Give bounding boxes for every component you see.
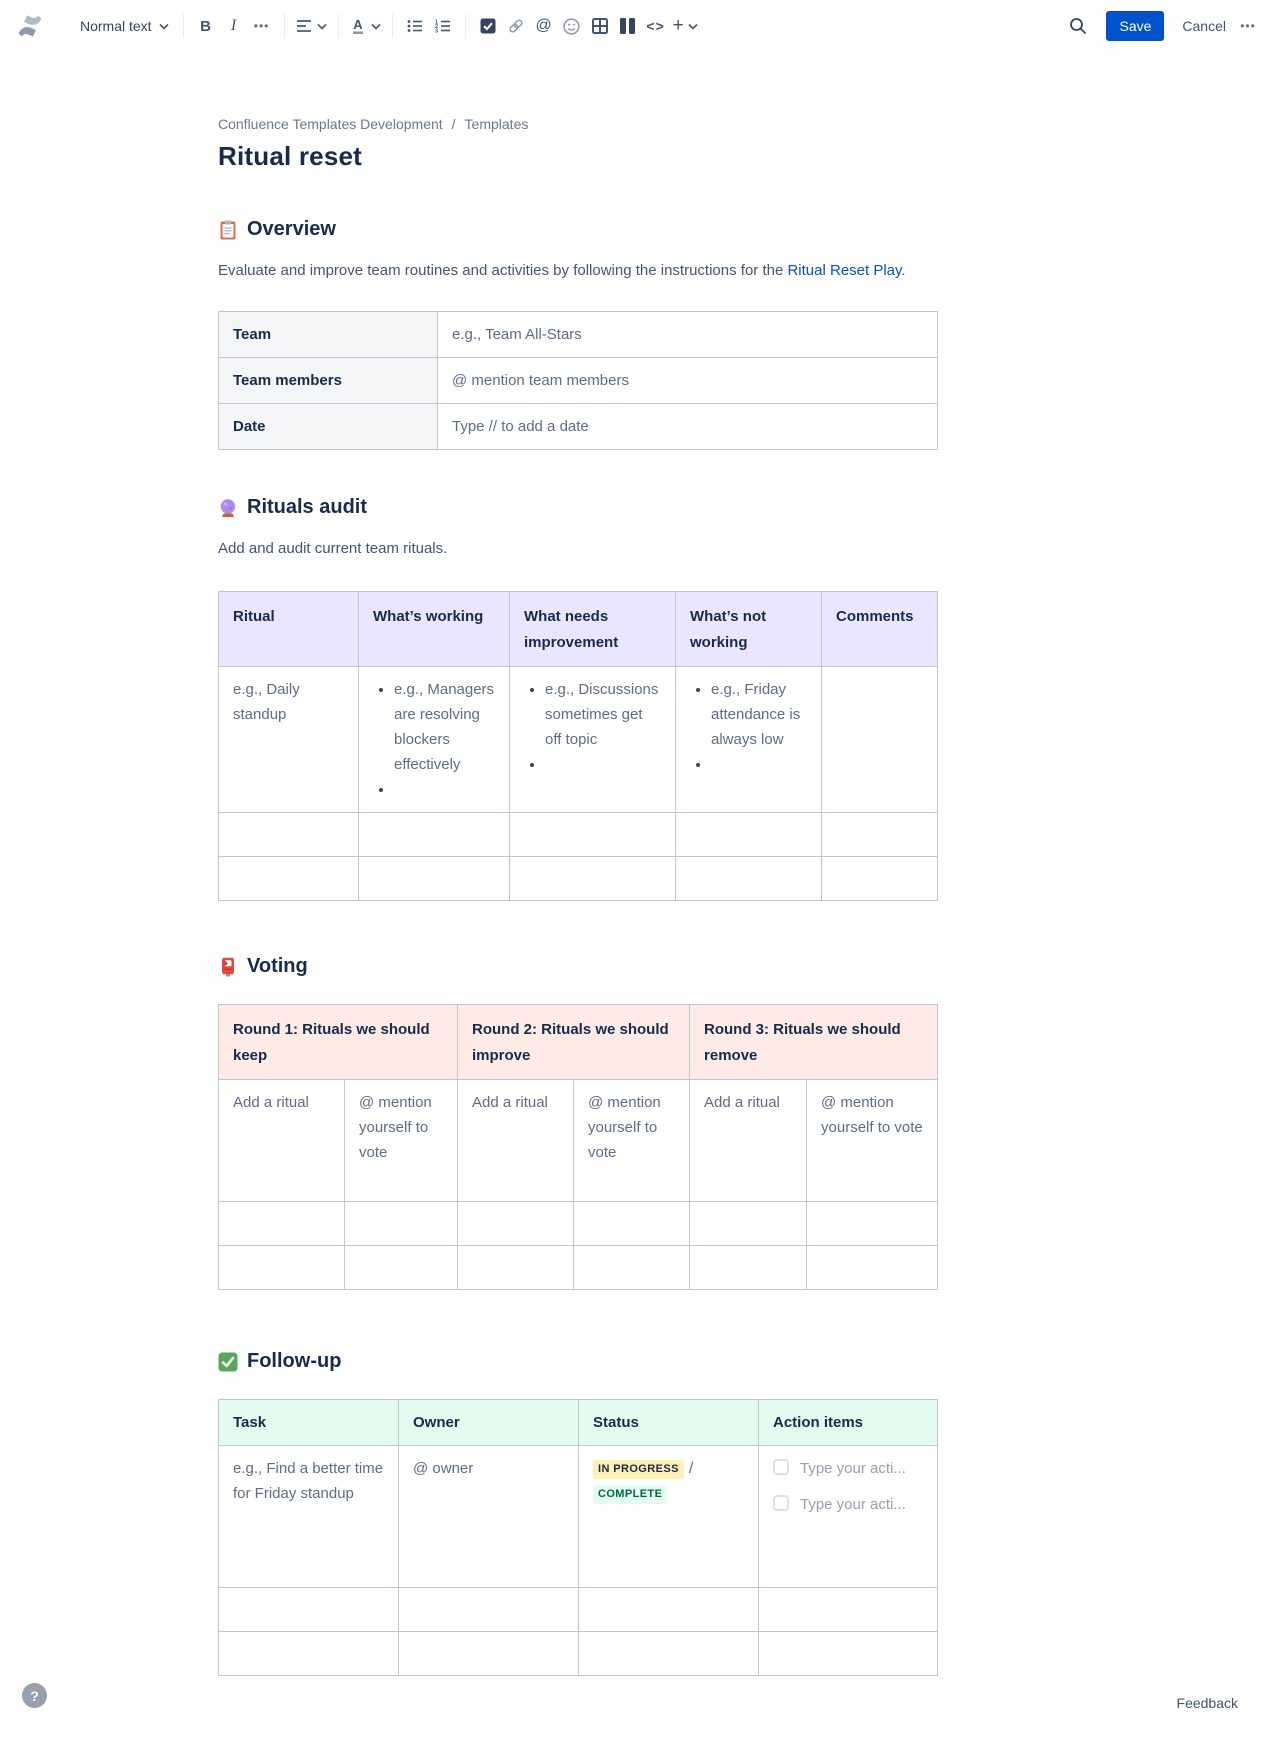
- breadcrumb-space-link[interactable]: Confluence Templates Development: [218, 116, 443, 132]
- check-mark-emoji-icon: [218, 1352, 238, 1372]
- text-style-label: Normal text: [80, 18, 152, 34]
- numbered-list-button[interactable]: [429, 11, 457, 41]
- clipboard-emoji-icon: [218, 220, 238, 240]
- action-item-placeholder[interactable]: Type your acti...: [800, 1460, 906, 1477]
- table-icon: [592, 18, 608, 34]
- overview-intro: [218, 259, 937, 283]
- empty-cell[interactable]: [219, 1632, 399, 1676]
- audit-col-improvement[interactable]: What needs improvement: [510, 592, 676, 667]
- empty-cell[interactable]: [345, 1246, 458, 1290]
- checkbox-icon: [480, 18, 496, 34]
- overview-intro-text: Evaluate and improve team routines and activities by following the instructions for the: [218, 262, 788, 279]
- followup-col-action-items[interactable]: Action items: [759, 1400, 938, 1446]
- plus-icon: +: [672, 15, 684, 36]
- align-left-icon: [296, 19, 312, 33]
- bullet-list-button[interactable]: [401, 11, 429, 41]
- empty-cell[interactable]: [359, 857, 510, 901]
- empty-cell[interactable]: [822, 857, 938, 901]
- table-row: [219, 1246, 938, 1290]
- italic-button[interactable]: I: [220, 11, 248, 41]
- insert-table-button[interactable]: [586, 11, 614, 41]
- page-title[interactable]: Ritual reset: [218, 141, 363, 171]
- voting-round1-header[interactable]: Round 1: Rituals we should keep: [219, 1005, 458, 1080]
- empty-cell[interactable]: [690, 1246, 807, 1290]
- voting-add-ritual-cell[interactable]: Add a ritual: [219, 1080, 345, 1202]
- list-item[interactable]: • e.g., Discussions sometimes get off topic: [545, 677, 661, 752]
- task-checkbox-button[interactable]: [474, 11, 502, 41]
- voting-heading: [218, 955, 937, 978]
- rituals-audit-table: [218, 591, 938, 901]
- overview-heading-label: Overview: [247, 218, 336, 240]
- table-row: [219, 857, 938, 901]
- chevron-down-icon: [688, 23, 698, 30]
- table-row: [219, 667, 938, 813]
- empty-cell[interactable]: [574, 1246, 690, 1290]
- voting-heading-label: Voting: [247, 955, 308, 977]
- svg-text:2: 2: [434, 24, 438, 30]
- audit-not-working-cell[interactable]: [676, 667, 822, 813]
- alignment-dropdown[interactable]: [293, 11, 330, 41]
- overview-heading: [218, 218, 937, 241]
- followup-task-cell[interactable]: e.g., Find a better time for Friday standup: [219, 1446, 399, 1588]
- table-header-row: [219, 592, 938, 667]
- empty-cell[interactable]: [807, 1202, 938, 1246]
- list-item-empty[interactable]: [711, 752, 807, 777]
- empty-cell[interactable]: [579, 1632, 759, 1676]
- voting-round3-header[interactable]: Round 3: Rituals we should remove: [690, 1005, 938, 1080]
- rituals-audit-heading: [218, 496, 937, 519]
- empty-cell[interactable]: [822, 813, 938, 857]
- empty-cell[interactable]: [510, 857, 676, 901]
- status-badge-complete[interactable]: COMPLETE: [593, 1485, 667, 1504]
- audit-working-cell[interactable]: [359, 667, 510, 813]
- overview-members-value-cell[interactable]: @ mention team members: [438, 358, 938, 404]
- chevron-down-icon: [159, 23, 169, 30]
- search-icon: [1069, 17, 1087, 35]
- save-button[interactable]: Save: [1106, 11, 1164, 41]
- toolbar-divider: [284, 14, 285, 38]
- editor-toolbar: [0, 0, 1280, 52]
- followup-col-status[interactable]: Status: [579, 1400, 759, 1446]
- toolbar-divider: [183, 14, 184, 38]
- mention-button[interactable]: @: [530, 11, 558, 41]
- table-row: [219, 312, 938, 358]
- audit-improvement-cell[interactable]: [510, 667, 676, 813]
- text-style-dropdown[interactable]: [74, 11, 175, 41]
- chevron-down-icon: [317, 23, 327, 30]
- status-separator: /: [688, 1460, 694, 1477]
- empty-cell[interactable]: [219, 1246, 345, 1290]
- empty-cell[interactable]: [574, 1202, 690, 1246]
- table-row: [219, 1080, 938, 1202]
- table-row: [219, 1632, 938, 1676]
- action-checkbox[interactable]: [773, 1495, 789, 1511]
- overview-intro-period: .: [901, 262, 906, 279]
- audit-ritual-cell[interactable]: e.g., Daily standup: [219, 667, 359, 813]
- voting-table: [218, 1004, 938, 1290]
- empty-cell[interactable]: [759, 1588, 938, 1632]
- follow-up-heading: [218, 1350, 937, 1373]
- overflow-menu-button[interactable]: •••: [1234, 11, 1262, 41]
- empty-cell[interactable]: [676, 813, 822, 857]
- table-header-row: [219, 1005, 938, 1080]
- followup-status-cell[interactable]: [579, 1446, 759, 1588]
- more-formatting-button[interactable]: •••: [248, 11, 276, 41]
- list-item[interactable]: • e.g., Managers are resolving blockers effectively: [394, 677, 495, 777]
- columns-icon: [620, 18, 635, 34]
- empty-cell[interactable]: [219, 1202, 345, 1246]
- voting-round2-header[interactable]: Round 2: Rituals we should improve: [458, 1005, 690, 1080]
- list-item-empty[interactable]: [394, 777, 495, 802]
- overview-members-label-cell[interactable]: Team members: [219, 358, 438, 404]
- table-row: [219, 358, 938, 404]
- ritual-reset-play-link[interactable]: Ritual Reset Play: [787, 262, 902, 279]
- empty-cell[interactable]: [399, 1632, 579, 1676]
- overview-team-value-cell[interactable]: e.g., Team All-Stars: [438, 312, 938, 358]
- search-button[interactable]: [1064, 11, 1092, 41]
- layouts-button[interactable]: [614, 11, 642, 41]
- svg-text:1: 1: [434, 19, 438, 26]
- list-item[interactable]: • e.g., Friday attendance is always low: [711, 677, 807, 752]
- cancel-button[interactable]: Cancel: [1174, 11, 1234, 41]
- overview-table: [218, 311, 938, 450]
- empty-cell[interactable]: [690, 1202, 807, 1246]
- table-row: [219, 1446, 938, 1588]
- follow-up-table: [218, 1399, 938, 1676]
- overview-date-value-cell[interactable]: Type // to add a date: [438, 404, 938, 450]
- link-button[interactable]: [502, 11, 530, 41]
- followup-col-owner[interactable]: Owner: [399, 1400, 579, 1446]
- action-item-row: [773, 1456, 923, 1481]
- crystal-ball-emoji-icon: [218, 498, 238, 518]
- svg-text:A: A: [352, 17, 363, 32]
- audit-col-comments[interactable]: Comments: [822, 592, 938, 667]
- empty-cell[interactable]: [458, 1202, 574, 1246]
- empty-cell[interactable]: [219, 857, 359, 901]
- empty-cell[interactable]: [676, 857, 822, 901]
- followup-action-items-cell[interactable]: [759, 1446, 938, 1588]
- empty-cell[interactable]: [759, 1632, 938, 1676]
- chevron-down-icon: [371, 23, 381, 30]
- audit-col-ritual[interactable]: Ritual: [219, 592, 359, 667]
- action-item-row: [773, 1492, 923, 1517]
- breadcrumb-section-link[interactable]: Templates: [464, 116, 529, 132]
- table-row: [219, 1588, 938, 1632]
- audit-col-working[interactable]: What’s working: [359, 592, 510, 667]
- breadcrumb: [218, 116, 937, 132]
- table-row: [219, 404, 938, 450]
- followup-col-task[interactable]: Task: [219, 1400, 399, 1446]
- audit-col-not-working[interactable]: What’s not working: [676, 592, 822, 667]
- followup-owner-cell[interactable]: @ owner: [399, 1446, 579, 1588]
- empty-cell[interactable]: [458, 1246, 574, 1290]
- empty-cell[interactable]: [399, 1588, 579, 1632]
- empty-cell[interactable]: [219, 813, 359, 857]
- insert-more-dropdown[interactable]: [670, 11, 701, 41]
- empty-cell[interactable]: [359, 813, 510, 857]
- toolbar-divider: [465, 14, 466, 38]
- confluence-logo-icon[interactable]: [16, 13, 44, 39]
- action-checkbox[interactable]: [773, 1459, 789, 1475]
- table-row: [219, 813, 938, 857]
- feedback-link[interactable]: Feedback: [1176, 1695, 1238, 1711]
- voting-mention-cell[interactable]: @ mention yourself to vote: [345, 1080, 458, 1202]
- bold-button[interactable]: B: [192, 11, 220, 41]
- list-item-empty[interactable]: [545, 752, 661, 777]
- empty-cell[interactable]: [219, 1588, 399, 1632]
- toolbar-divider: [392, 14, 393, 38]
- rituals-audit-description: Add and audit current team rituals.: [218, 540, 448, 557]
- empty-cell[interactable]: [510, 813, 676, 857]
- postbox-emoji-icon: [218, 957, 238, 977]
- editor-content: [0, 52, 937, 1676]
- emoji-button[interactable]: [558, 11, 586, 41]
- svg-text:3: 3: [434, 28, 438, 33]
- empty-cell[interactable]: [345, 1202, 458, 1246]
- follow-up-heading-label: Follow-up: [247, 1350, 342, 1372]
- table-header-row: [219, 1400, 938, 1446]
- overview-team-label-cell[interactable]: Team: [219, 312, 438, 358]
- table-row: [219, 1202, 938, 1246]
- voting-add-ritual-cell[interactable]: Add a ritual: [690, 1080, 807, 1202]
- voting-mention-cell[interactable]: @ mention yourself to vote: [574, 1080, 690, 1202]
- overview-date-label-cell[interactable]: Date: [219, 404, 438, 450]
- audit-comments-cell[interactable]: [822, 667, 938, 813]
- text-color-icon: [350, 18, 366, 35]
- rituals-audit-heading-label: Rituals audit: [247, 496, 368, 518]
- voting-mention-cell[interactable]: @ mention yourself to vote: [807, 1080, 938, 1202]
- empty-cell[interactable]: [807, 1246, 938, 1290]
- help-button[interactable]: ?: [22, 1683, 47, 1708]
- empty-cell[interactable]: [579, 1588, 759, 1632]
- text-color-dropdown[interactable]: [347, 11, 384, 41]
- status-badge-in-progress[interactable]: IN PROGRESS: [593, 1460, 684, 1479]
- code-block-button[interactable]: <>: [642, 11, 670, 41]
- toolbar-divider: [338, 14, 339, 38]
- breadcrumb-separator: /: [451, 116, 456, 132]
- link-icon: [507, 17, 525, 35]
- voting-add-ritual-cell[interactable]: Add a ritual: [458, 1080, 574, 1202]
- emoji-icon: [563, 18, 580, 35]
- action-item-placeholder[interactable]: Type your acti...: [800, 1496, 906, 1513]
